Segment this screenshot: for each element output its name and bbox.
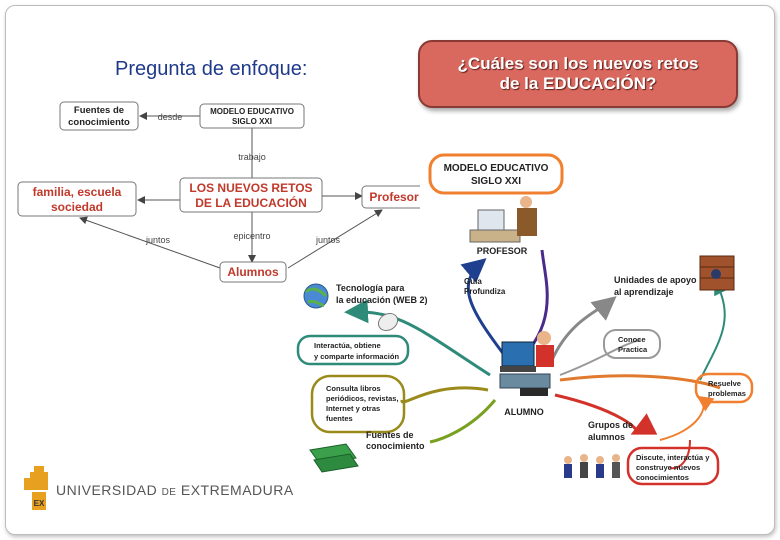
mm-profesor-label: PROFESOR	[476, 246, 528, 256]
cm-link-epicentro: epicentro	[233, 231, 271, 241]
cm-link-trabajo: trabajo	[238, 152, 266, 162]
cm-retos-l1: LOS NUEVOS RETOS	[189, 181, 313, 195]
mm-resuelve-l1: Resuelve	[708, 379, 741, 388]
mm-conoce-l2: Practica	[618, 345, 648, 354]
mm-alumno-label: ALUMNO	[504, 407, 544, 417]
alumno-illustration	[500, 331, 554, 396]
logo-part1: UNIVERSIDAD	[56, 482, 158, 498]
cm-modelo-l1: MODELO EDUCATIVO	[210, 107, 294, 116]
page-title: Pregunta de enfoque:	[115, 58, 308, 80]
cm-familia-l2: sociedad	[50, 200, 104, 214]
cm-modelo-l2: SIGLO XXI	[231, 117, 273, 126]
mm-consulta-l2: periódicos, revistas,	[326, 394, 399, 403]
cm-retos-l2: DE LA EDUCACIÓN	[195, 196, 307, 210]
cm-link-desde: desde	[157, 112, 183, 122]
logo-part3: EXTREMADURA	[180, 482, 294, 498]
university-name	[56, 482, 294, 498]
mm-interactua-l1: Interactúa, obtiene	[314, 341, 381, 350]
mm-modelo-l1: MODELO EDUCATIVO	[443, 163, 549, 174]
logo-part2: DE	[161, 487, 177, 498]
mm-guia-l2: Profundiza	[464, 287, 506, 296]
focus-question-line1: ¿Cuáles son los nuevos retos	[457, 54, 699, 73]
mm-consulta-l1: Consulta libros	[326, 384, 381, 393]
cm-link-juntos-right: juntos	[315, 235, 341, 245]
mm-tecnologia-l1: Tecnología para	[336, 283, 405, 293]
brick-wall-icon	[700, 256, 734, 290]
globe-icon	[304, 284, 328, 308]
mm-discute-l3: conocimientos	[636, 473, 689, 482]
mm-tecnologia-l2: la educación (WEB 2)	[336, 295, 428, 305]
mm-modelo-l2: SIGLO XXI	[470, 176, 522, 187]
mm-modelo-node	[430, 155, 562, 193]
mm-grupos-l1: Grupos de	[588, 420, 634, 430]
cm-link-juntos-left: juntos	[145, 235, 171, 245]
profesor-illustration	[470, 196, 537, 242]
mm-fuentes-l2: conocimiento	[366, 441, 425, 451]
focus-question-line2: de la EDUCACIÓN?	[499, 74, 657, 93]
mm-unidades-l2: al aprendizaje	[614, 287, 674, 297]
mm-consulta-l3: Internet y otras	[326, 404, 381, 413]
mm-guia-l1: Guía	[464, 277, 482, 286]
cm-profesor-label: Profesor	[369, 190, 419, 204]
mm-unidades-l1: Unidades de apoyo	[614, 275, 697, 285]
mm-conoce-l1: Conoce	[618, 335, 646, 344]
mm-discute-l2: construye nuevos	[636, 463, 701, 472]
books-icon	[310, 444, 358, 472]
mm-grupos-l2: alumnos	[588, 432, 626, 442]
mm-resuelve-l2: problemas	[708, 389, 746, 398]
mm-interactua-l2: y comparte información	[314, 352, 400, 361]
mm-consulta-l4: fuentes	[326, 414, 353, 423]
cm-fuentes-l1: Fuentes de	[73, 105, 125, 116]
cm-familia-l1: familia, escuela	[32, 185, 122, 199]
cm-alumnos-label: Alumnos	[227, 265, 279, 279]
cm-fuentes-l2: conocimiento	[68, 117, 130, 128]
university-logo	[20, 464, 56, 514]
group-people-icon	[564, 454, 620, 478]
logo-badge: EX	[33, 499, 45, 508]
mm-fuentes-l1: Fuentes de	[366, 430, 414, 440]
mm-discute-l1: Discute, interactúa y	[636, 453, 710, 462]
